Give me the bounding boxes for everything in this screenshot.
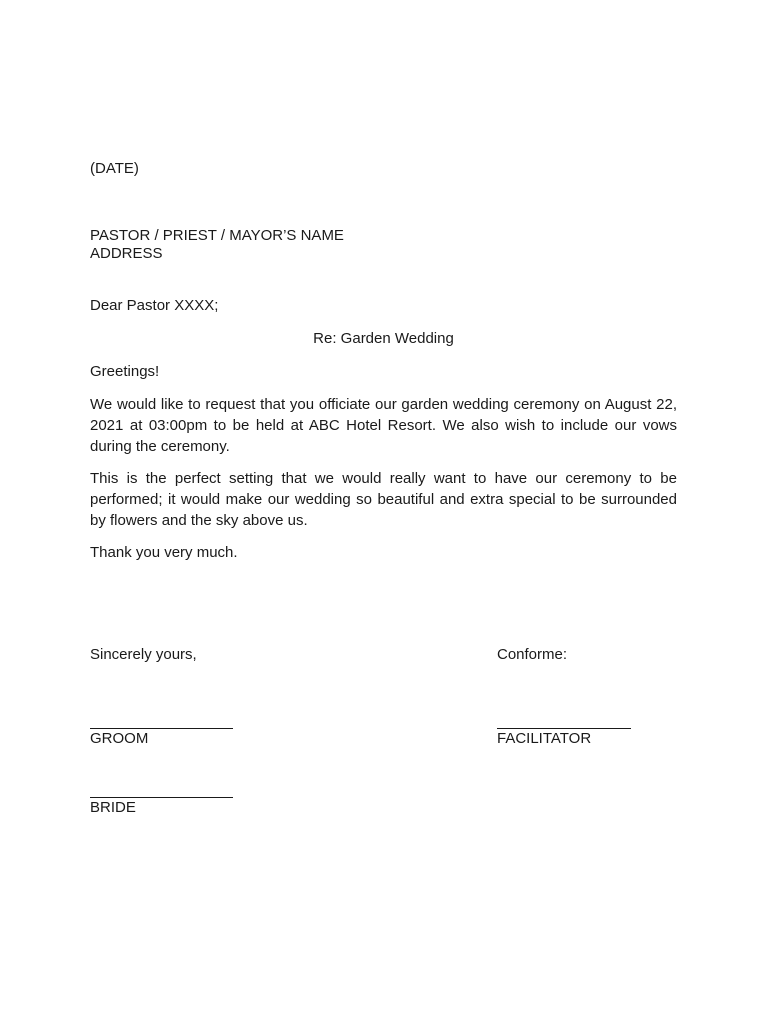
closing-line: Sincerely yours, <box>90 646 197 663</box>
greeting: Greetings! <box>90 363 160 380</box>
body-paragraph-2: This is the perfect setting that we would really want to have our ceremony to be performed; it would make our wedding so beautiful and extra special to be surrounded by flowers and the sky above us. <box>90 470 677 529</box>
recipient-name: PASTOR / PRIEST / MAYOR’S NAME <box>90 227 344 244</box>
thanks-line: Thank you very much. <box>90 544 238 561</box>
groom-label: GROOM <box>90 730 149 747</box>
body-paragraph-1: We would like to request that you officiate our garden wedding ceremony on August 22, 2021 at 03:00pm to be held at ABC Hotel Resort. We also wish to include our vows during the ceremony. <box>90 396 677 455</box>
facilitator-label: FACILITATOR <box>497 730 592 747</box>
date-line: (DATE) <box>90 160 139 177</box>
subject-line: Re: Garden Wedding <box>313 330 454 347</box>
conforme-label: Conforme: <box>497 646 568 663</box>
recipient-address: ADDRESS <box>90 245 163 262</box>
bride-label: BRIDE <box>90 799 136 816</box>
salutation: Dear Pastor XXXX; <box>90 297 219 314</box>
